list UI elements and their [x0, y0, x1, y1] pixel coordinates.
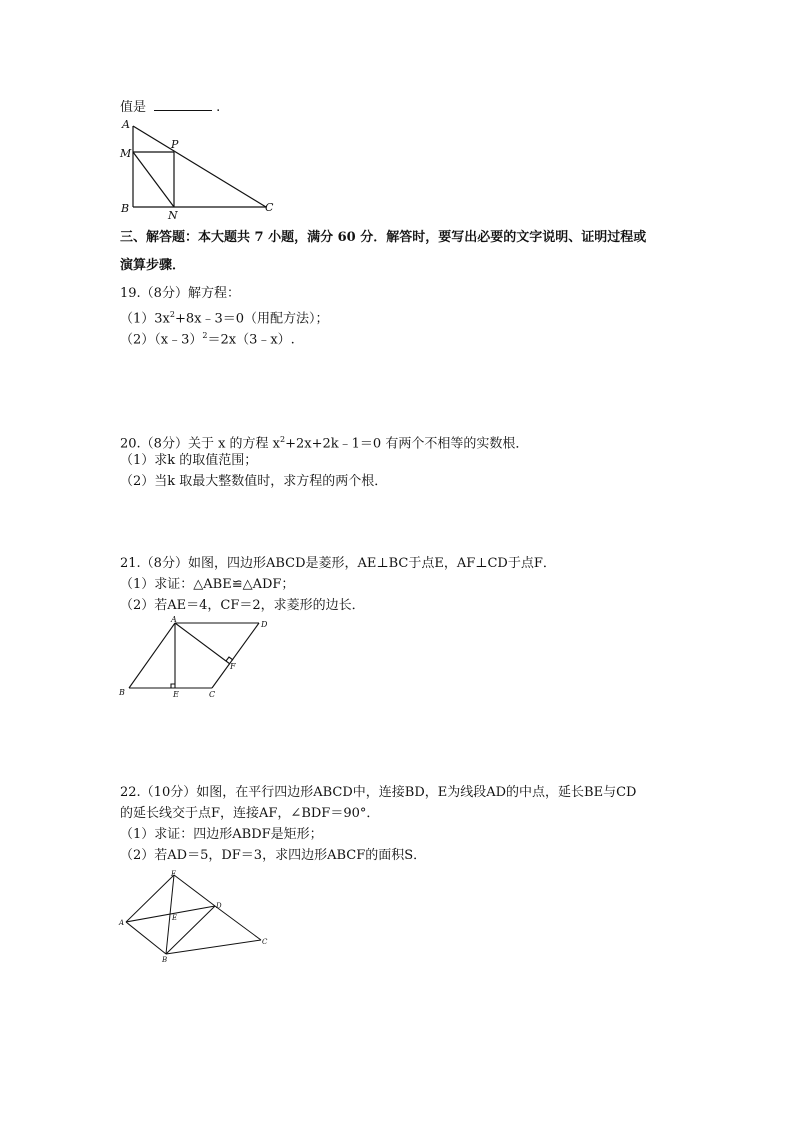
q21-part2: （2）若AE＝4，CF＝2，求菱形的边长．	[120, 598, 365, 613]
q21-part1: （1）求证：△ABE≌△ADF；	[120, 577, 295, 592]
q21-stem: 21.（8分）如图，四边形ABCD是菱形，AE⊥BC于点E，AF⊥CD于点F．	[120, 556, 556, 571]
section-heading-line1: 三、解答题：本大题共 7 小题，满分 60 分．解答时，要写出必要的文字说明、证明过程或	[120, 230, 647, 245]
fig18-label-N: N	[168, 209, 178, 222]
q20-part2: （2）当k 取最大整数值时，求方程的两个根．	[120, 474, 388, 489]
figure-q22	[116, 868, 276, 968]
q19-part2-sup: 2	[202, 331, 208, 340]
q19-part2-a: （2）（x﹣3）	[120, 332, 203, 348]
q20-part1: （1）求k 的取值范围；	[120, 453, 258, 468]
fig18-label-C: C	[265, 201, 274, 214]
q18-suffix: .	[216, 100, 221, 115]
fig21-label-F: F	[230, 662, 236, 671]
fig21-label-D: D	[261, 620, 268, 629]
fig22-label-C: C	[262, 938, 268, 946]
fig22-label-B: B	[162, 956, 168, 964]
q18-prefix: 值是	[120, 100, 147, 115]
q20-stem	[120, 431, 528, 453]
q19-stem: 19.（8分）解方程：	[120, 286, 240, 301]
q19-part1-b: +8x﹣3＝0（用配方法）；	[174, 311, 329, 327]
fig22-label-F: F	[171, 870, 176, 878]
q18-answer-blank	[154, 98, 212, 111]
fig18-label-B: B	[121, 202, 130, 215]
fig22-label-E: E	[172, 914, 178, 922]
fig22-label-D: D	[216, 902, 222, 910]
fig18-label-A: A	[122, 118, 130, 131]
q22-line1: 22.（10分）如图，在平行四边形ABCD中，连接BD，E为线段AD的中点，延长BE与CD	[120, 785, 637, 800]
q19-part2-b: ＝2x（3﹣x）.	[207, 332, 295, 348]
section-heading-line2: 演算步骤．	[120, 258, 186, 273]
q20-stem-a: 20.（8分）关于 x 的方程 x	[120, 436, 281, 452]
figure-q21	[116, 616, 276, 701]
q20-stem-sup: 2	[280, 435, 286, 444]
fig21-label-C: C	[209, 690, 216, 699]
fig21-label-E: E	[173, 690, 179, 699]
fig22-label-A: A	[119, 919, 125, 927]
fig18-label-P: P	[171, 138, 179, 151]
q19-part1	[120, 306, 329, 328]
q20-stem-b: +2x+2k﹣1＝0 有两个不相等的实数根．	[285, 436, 529, 452]
fig18-label-M: M	[120, 147, 132, 160]
q22-part2: （2）若AD＝5，DF＝3，求四边形ABCF的面积S．	[120, 848, 427, 863]
fig21-label-B: B	[119, 688, 125, 697]
q19-part1-a: （1）3x	[120, 311, 170, 327]
q22-part1: （1）求证：四边形ABDF是矩形；	[120, 827, 323, 842]
q19-part2	[120, 327, 295, 349]
fig21-label-A: A	[171, 616, 177, 624]
q22-line2: 的延长线交于点F，连接AF，∠BDF＝90°．	[120, 806, 380, 821]
q19-part1-sup: 2	[169, 310, 175, 319]
figure-q18	[116, 114, 286, 222]
